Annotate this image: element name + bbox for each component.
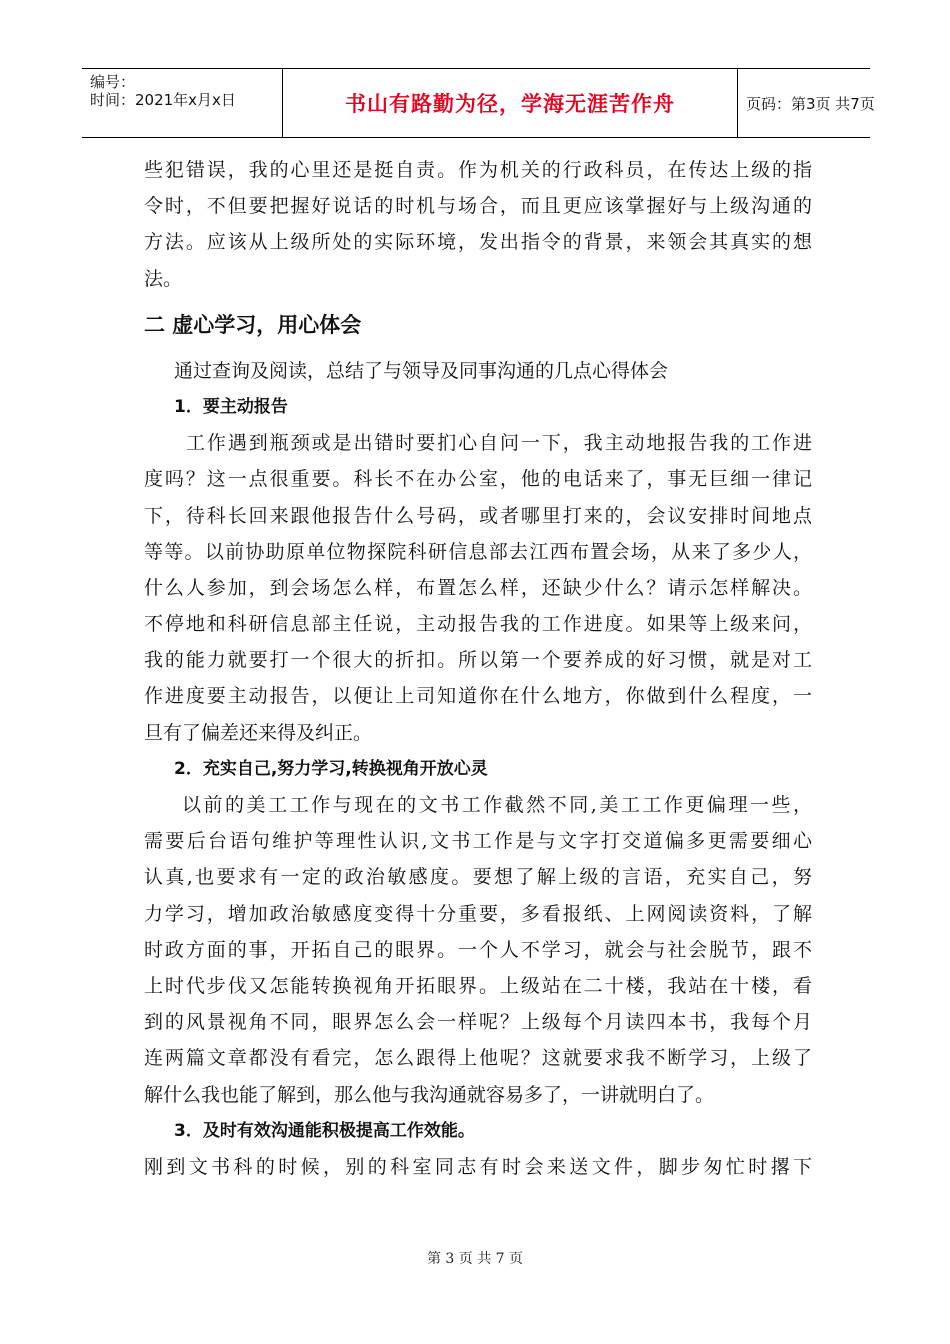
text-line: 连两篇文章都没有看完，怎么跟得上他呢？这就要求我不断学习，上级了: [144, 1047, 812, 1070]
subheading-3: 3．及时有效沟通能积极提高工作效能。: [174, 1120, 475, 1141]
text-line: 工作遇到瓶颈或是出错时要扪心自问一下，我主动地报告我的工作进: [186, 432, 812, 455]
text-line: 到的风景视角不同，眼界怎么会一样呢？上级每个月读四本书，我每个月: [144, 1011, 812, 1034]
page-info: 页码：第3页 共7页: [746, 94, 875, 113]
text-line: 令时，不但要把握好说话的时机与场合，而且更应该掌握好与上级沟通的: [144, 195, 812, 218]
text-line: 力学习，增加政治敏感度变得十分重要，多看报纸、上网阅读资料，了解: [144, 902, 812, 925]
text-line: 以前的美工工作与现在的文书工作截然不同,美工工作更偏理一些，: [182, 794, 812, 816]
subheading-1: 1．要主动报告: [174, 396, 288, 417]
text-line: 些犯错误，我的心里还是挺自责。作为机关的行政科员，在传达上级的指: [144, 159, 812, 181]
text-line: 什么人参加，到会场怎么样，布置怎么样，还缺少什么？请示怎样解决。: [144, 576, 812, 599]
text-line: 旦有了偏差还来得及纠正。: [144, 721, 373, 744]
text-line: 方法。应该从上级所处的实际环境，发出指令的背景，来领会其真实的想: [144, 231, 812, 254]
header-meta-cell: [82, 69, 282, 137]
text-line: 我的能力就要打一个很大的折扣。所以第一个要养成的好习惯，就是对工: [144, 649, 812, 672]
text-line: 需要后台语句维护等理性认识,文书工作是与文字打交道偏多更需要细心: [144, 830, 812, 853]
text-line: 不停地和科研信息部主任说，主动报告我的工作进度。如果等上级来问，: [144, 613, 812, 636]
lead-sentence: 通过查询及阅读，总结了与领导及同事沟通的几点心得体会: [174, 359, 669, 382]
text-line: 法。: [144, 267, 183, 290]
number-label: 编号：: [90, 73, 136, 91]
text-line: 上时代步伐又怎能转换视角开拓眼界。上级站在二十楼，我站在十楼，看: [144, 974, 812, 997]
text-line: 认真,也要求有一定的政治敏感度。要想了解上级的言语，充实自己，努: [144, 866, 812, 889]
paragraph-3: [144, 787, 812, 1113]
text-line: 等等。以前协助原单位物探院科研信息部去江西布置会场，从来了多少人，: [144, 540, 812, 563]
paragraph-4: [144, 1149, 812, 1185]
motto: 书山有路勤为径，学海无涯苦作舟: [345, 92, 675, 116]
text-line: 解什么我也能了解到，那么他与我沟通就容易多了，一讲就明白了。: [144, 1083, 715, 1106]
document-body: [144, 152, 812, 1185]
text-line: 度吗？这一点很重要。科长不在办公室，他的电话来了，事无巨细一律记: [144, 468, 812, 491]
time-label: 时间：2021年x月x日: [90, 91, 236, 109]
header-page-cell: [738, 69, 875, 137]
text-line: 下，待科长回来跟他报告什么号码，或者哪里打来的，会议安排时间地点: [144, 504, 812, 527]
paragraph-2: [144, 425, 812, 751]
paragraph-1: [144, 152, 812, 297]
text-line: 作进度要主动报告，以便让上司知道你在什么地方，你做到什么程度，一: [144, 685, 812, 708]
text-line: 时政方面的事，开拓自己的眼界。一个人不学习，就会与社会脱节，跟不: [144, 938, 812, 961]
page-header: [82, 68, 875, 138]
text-line: 刚到文书科的时候，别的科室同志有时会来送文件，脚步匆忙时撂下: [144, 1155, 812, 1178]
subheading-2: 2．充实自己,努力学习,转换视角开放心灵: [174, 758, 488, 779]
section-heading: 二 虚心学习，用心体会: [144, 312, 362, 337]
page-footer: 第 3 页 共 7 页: [426, 1251, 524, 1267]
header-motto-cell: [282, 69, 738, 137]
